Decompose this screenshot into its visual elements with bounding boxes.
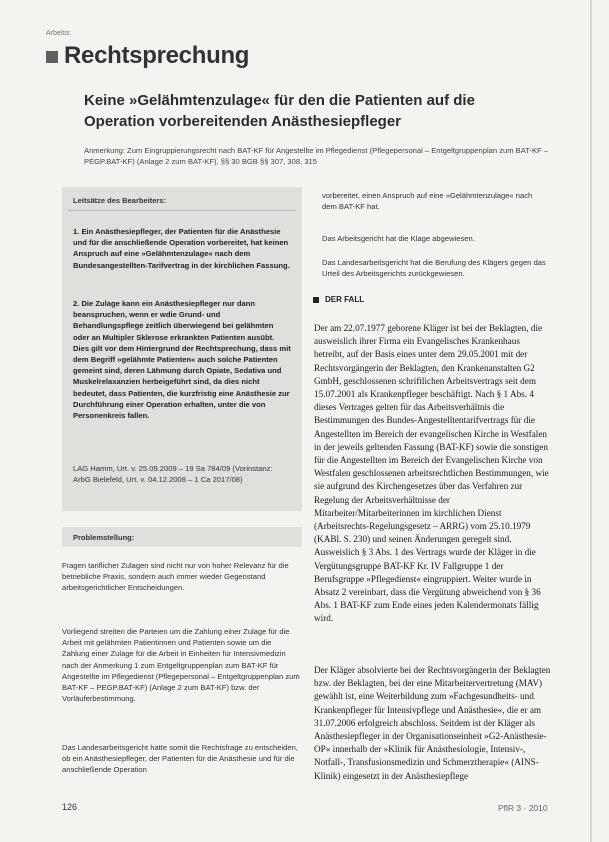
journal-reference: PflR 3 · 2010 [498,803,548,813]
fall-paragraph-2: Der Kläger absolvierte bei der Rechtsvorgängerin der Beklagten bzw. der Beklagten, bei der eine Mitarbeitervertretung (MAV) gewählt ist, eine Weiterbildung zum »Fachgesundheits- und Krankenpfleger für Intensivpflege und Anästhesie«, die er am 31.07.2006 erfolgreich abschloss. Seitdem ist der Kläger als Anästhesiepfleger in der Organisationseinheit »G2-Anästhesie-OP« innerhalb der »Klinik für Anästhesiologie, Intensiv-, Notfall-, Transfusionsmedizin und Schmerztherapie« (AINS-Klinik) eingesetzt in der Anästhesiepflege [314,665,551,781]
problem-title: Problemstellung: [73,533,135,542]
leitsatz-2: 2. Die Zulage kann ein Anästhesiepfleger nur dann beanspruchen, wenn er wdie Grund- und Behandlungspflege zeitlich überwiegend bei gelähmten oder an Multipler Sklerose erkrankten Patienten ausübt. Dies gilt vor dem Hintergrund der Rechtsprechung, dass mit dem Begriff »gelähmte Patienten« auch solche Patienten gemeint sind, deren Lähmung durch Opiate, Sedativa und Muskelrelaxanzien herbeigeführt sind, da dies nicht bedeutet, dass Patienten, die kurzfristig eine Anästhesie zur Durchführung einer Operation erhalten, unter die von Personenkreis fallen. [73,299,291,421]
article-title: Keine »Gelähmtenzulage« für den die Patienten auf die Operation vorbereitenden Anästhesiepfleger [84,92,475,130]
fall-paragraph-1: Der am 22.07.1977 geborene Kläger ist bei der Beklagten, die ausweislich ihrer Firma ein Evangelisches Krankenhaus betreibt, auf der Basis eines unter dem 29.05.2001 mit der Rechtsvorgängerin der Beklagten, den Krankenanstalten G2 GmbH, geschlossenen schriftlichen Arbeitsvertrags seit dem 15.07.2001 als Krankenpfleger beschäftigt. Nach § 1 Abs. 4 dieses Vertrages gelten für das Arbeitsverhältnis die Bestimmungen des Bundes-Angestelltentarifvertrags für die Angestellten im Bereich der evangelischen Kirche in Westfalen in der jeweils geltenden Fassung (BAT-KF) sowie die sonstigen für die Angestellten im Bereich der Evangelischen Kirche von Westfalen geschlossenen arbeitsrechtlichen Bestimmungen, wie sie aufgrund des Kirchengesetzes über das Verfahren zur Regelung der Arbeitsverhältnisse der Mitarbeiter/Mitarbeiterinnen im kirchlichen Dienst (Arbeitsrechts-Regelungsgesetz – ARRG) vom 25.10.1979 (KABl. S. 230) und seinen Änderungen geregelt sind. Ausweislich § 3 Abs. 1 des Vertrags wurde der Kläger in die Vergütungsgruppe BAT-KF Kr. IV Fallgruppe 1 der Berufsgruppe »Pflegedienst« eingruppiert. Weiter wurde in Absatz 2 vereinbart, dass die Vergütung abweichend von § 36 Abs. 1 BAT-KF zum Ende eines jeden Kalendermonats fällig wird. [314,323,549,624]
leitsaetze-title: Leitsätze des Bearbeiters: [73,196,166,205]
problem-paragraph-1: Fragen tariflicher Zulagen sind nicht nur von hoher Relevanz für die betriebliche Praxis, sondern auch immer wieder Gegenstand arbeitsgerichtlicher Entscheidungen. [62,561,289,593]
right-paragraph-3: Das Landesarbeitsgericht hat die Berufung des Klägers gegen das Urteil des Arbeitsgerichts zurückgewiesen. [322,258,546,279]
problem-paragraph-2: Vorliegend streiten die Parteien um die Zahlung einer Zulage für die Arbeit mit gelähmten Patientinnen und Patienten sowie um die Zahlung einer Zulage für die Arbeit in Einheiten für Intensivmedizin nach der Anmerkung 1 zum Entgeltgruppenplan zum BAT-KF für Angestellte im Pflegedienst (Pflegepersonal – Entgeltgruppenplan zum BAT-KF – PEGP.BAT-KF) (Anlage 2 zum BAT-KF) bzw. der Vorläuferbestimmung. [62,627,300,704]
section-marker [46,51,58,63]
right-paragraph-1: vorbereitet, einen Anspruch auf eine »Gelähmtenzulage« nach dem BAT-KF hat. [322,191,533,212]
leitsatz-1: 1. Ein Anästhesiepfleger, der Patienten für die Anästhesie und für die anschließende Operation vorbereitet, hat keinen Anspruch auf eine »Gelähmtenzulage« nach dem Bundesangestellten-Tarifvertrag in der kirchlichen Fassung. [73,227,290,270]
leitsaetze-divider [68,210,296,211]
article-remark: Anmerkung: Zum Eingruppierungsrecht nach BAT-KF für Angestellte im Pflegedienst (Pflegepersonal – Entgeltgruppenplan zum BAT-KF – PEGP.BAT-KF) (Anlage 2 zum BAT-KF), §§ 30 BGB §§ 307, 308, 315 [84,146,549,166]
court-reference: LAG Hamm, Urt. v. 25.09.2009 – 19 Sa 784/09 (Vorinstanz: ArbG Bielefeld, Urt. v. 04.12.2008 – 1 Ca 2017/08) [73,464,273,485]
section-title: Rechtsprechung [64,42,250,69]
scan-shadow [590,0,592,842]
right-paragraph-2: Das Arbeitsgericht hat die Klage abgewiesen. [322,234,475,243]
der-fall-title: DER FALL [325,295,365,304]
page-number: 126 [62,802,78,812]
der-fall-marker [313,297,319,303]
problem-paragraph-3: Das Landesarbeitsgericht hatte somit die Rechtsfrage zu entscheiden, ob ein Anästhesiepfleger, der Patienten für die Anästhesie und für die anschließende Operation [62,743,298,775]
section-label: Arbeitsr. [46,30,72,37]
